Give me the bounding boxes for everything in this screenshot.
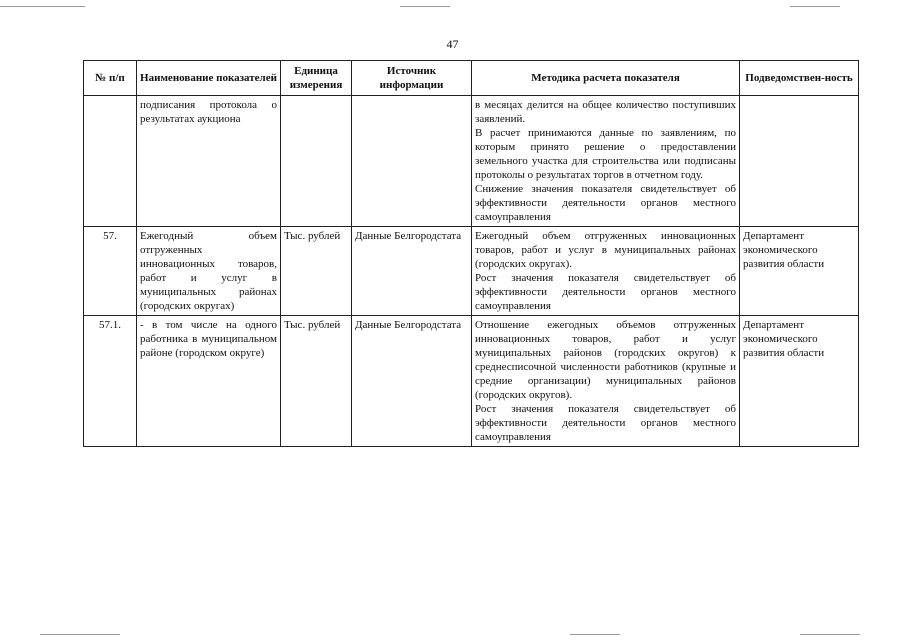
page-number: 47 xyxy=(446,37,459,51)
cell-subordination xyxy=(740,96,859,227)
method-paragraph: Отношение ежегодных объемов отгруженных инновационных товаров, работ и услуг муниципальных районов (городских округов) к среднесписочной численности работников (крупные и средние организации) муниципальных районов (городских округов). xyxy=(475,319,736,401)
cell-source: Данные Белгородстата xyxy=(352,227,472,316)
cell-name: Ежегодный объем отгруженных инновационных товаров, работ и услуг в муниципальных районах (городских округах) xyxy=(137,227,281,316)
header-subordination: Подведомствен-ность xyxy=(740,61,859,96)
cell-name: подписания протокола о результатах аукциона xyxy=(137,96,281,227)
cell-num xyxy=(84,96,137,227)
cell-unit: Тыс. рублей xyxy=(281,227,352,316)
cell-method xyxy=(472,96,740,227)
cell-method xyxy=(472,227,740,316)
table-row xyxy=(84,96,859,227)
scan-artifact-line xyxy=(790,6,840,7)
scan-artifact-line xyxy=(400,6,450,7)
cell-source: Данные Белгородстата xyxy=(352,316,472,447)
method-paragraph: Ежегодный объем отгруженных инновационных товаров, работ и услуг в муниципальных районах (городских округах). xyxy=(475,230,736,270)
cell-unit: Тыс. рублей xyxy=(281,316,352,447)
cell-subordination: Департамент экономического развития области xyxy=(740,227,859,316)
cell-name: - в том числе на одного работника в муниципальном районе (городском округе) xyxy=(137,316,281,447)
cell-unit xyxy=(281,96,352,227)
scan-artifact-line xyxy=(40,634,120,635)
method-paragraph: в месяцах делится на общее количество поступивших заявлений. xyxy=(475,99,736,125)
table-row xyxy=(84,227,859,316)
cell-num: 57. xyxy=(84,227,137,316)
indicator-table xyxy=(83,60,859,447)
cell-subordination: Департамент экономического развития области xyxy=(740,316,859,447)
method-paragraph: Рост значения показателя свидетельствует об эффективности деятельности органов местного самоуправления xyxy=(475,403,736,443)
header-unit: Единица измерения xyxy=(281,61,352,96)
cell-num: 57.1. xyxy=(84,316,137,447)
table-header-row xyxy=(84,61,859,96)
scan-artifact-line xyxy=(800,634,860,635)
header-source: Источник информации xyxy=(352,61,472,96)
header-method: Методика расчета показателя xyxy=(472,61,740,96)
method-paragraph: Рост значения показателя свидетельствует об эффективности деятельности органов местного самоуправления xyxy=(475,272,736,312)
header-num: № п/п xyxy=(84,61,137,96)
cell-source xyxy=(352,96,472,227)
table-row xyxy=(84,316,859,447)
method-paragraph: В расчет принимаются данные по заявлениям, по которым принято решение о предоставлении земельного участка для строительства или подписаны протоколы о результатах торгов в отчетном году. xyxy=(475,127,736,181)
header-name: Наименование показателей xyxy=(137,61,281,96)
scan-artifact-line xyxy=(570,634,620,635)
scan-artifact-line xyxy=(0,6,85,7)
method-paragraph: Снижение значения показателя свидетельствует об эффективности деятельности органов местного самоуправления xyxy=(475,183,736,223)
cell-method xyxy=(472,316,740,447)
